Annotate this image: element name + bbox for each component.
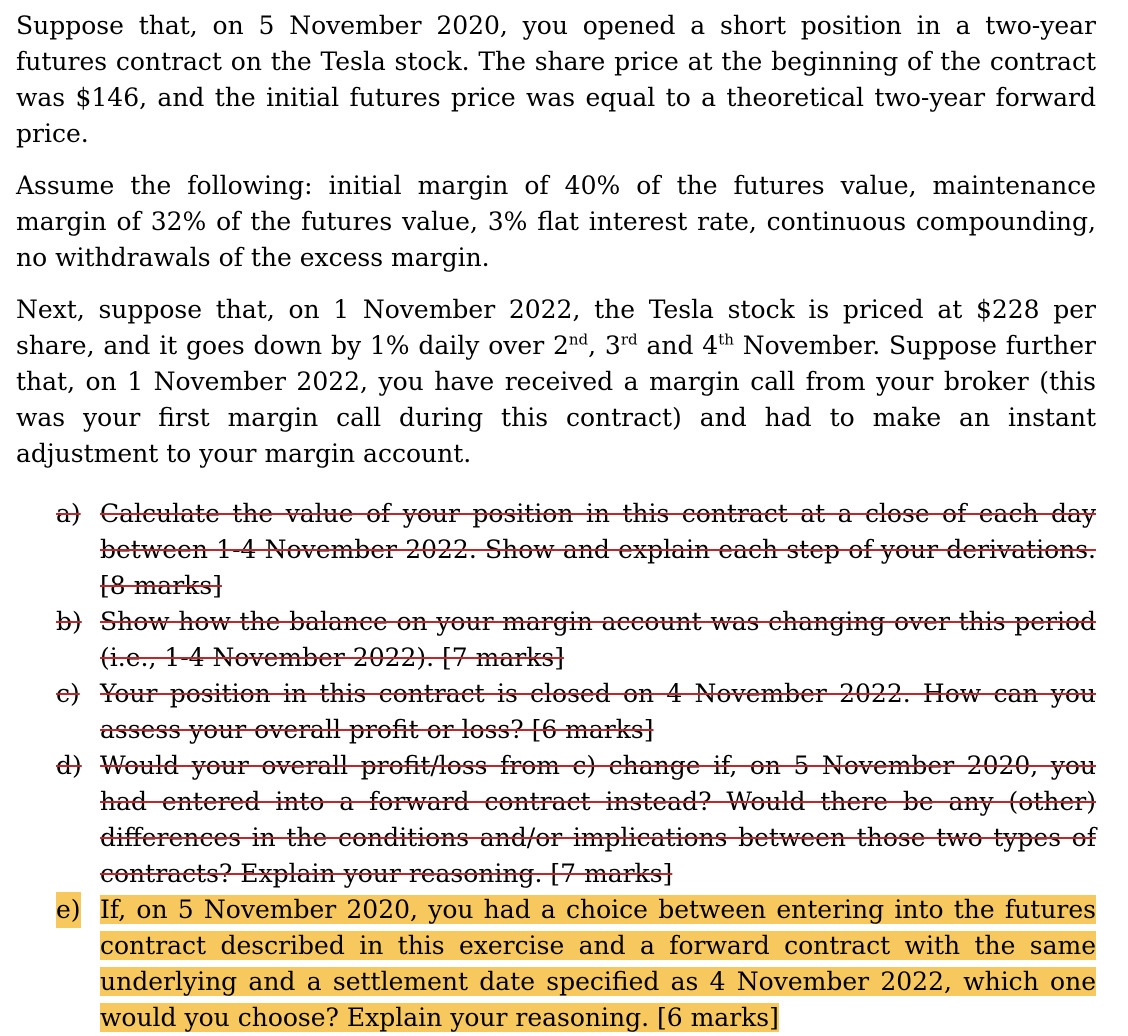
question-label: b): [56, 607, 82, 636]
question-text: Show how the balance on your margin account was changing over this period (i.e., 1-4 November 2022). [7 marks]: [100, 607, 1096, 672]
question-c: [16, 676, 1096, 748]
p3-text-b: , 3: [588, 331, 621, 360]
p3-text-c: and 4: [637, 331, 719, 360]
ordinal-suffix-4th: th: [718, 330, 734, 349]
question-text: Would your overall profit/loss from c) change if, on 5 November 2020, you had entered into a forward contract instead? Would there be any (other) differences in the conditions and/or implications between those two types of contracts? Explain your reasoning. [7 marks]: [100, 751, 1096, 888]
intro-paragraph-2: Assume the following: initial margin of 40% of the futures value, maintenance margin of 32% of the futures value, 3% flat interest rate, continuous compounding, no withdrawals of the excess margin.: [16, 171, 1096, 272]
question-text: If, on 5 November 2020, you had a choice between entering into the futures contract described in this exercise and a forward contract with the same underlying and a settlement date specified as 4 November 2022, which one would you choose? Explain your reasoning. [6 marks]: [100, 895, 1096, 1032]
p3-text-a: Next, suppose that, on 1 November 2022, the Tesla stock is priced at $228 per share, and it goes down by 1% daily over 2: [16, 295, 1096, 360]
question-label: c): [56, 679, 80, 708]
question-text: Your position in this contract is closed on 4 November 2022. How can you assess your overall profit or loss? [6 marks]: [100, 679, 1096, 744]
question-e: [16, 892, 1096, 1036]
p3-text-d: November. Suppose further that, on 1 November 2022, you have received a margin call from your broker (this was your first margin call during this contract) and had to make an instant adjustment to your margin account.: [16, 331, 1096, 468]
intro-paragraph-1: Suppose that, on 5 November 2020, you opened a short position in a two-year futures contract on the Tesla stock. The share price at the beginning of the contract was $146, and the initial futures price was equal to a theoretical two-year forward price.: [16, 11, 1096, 148]
question-label: a): [56, 499, 81, 528]
question-label: e): [56, 892, 81, 928]
question-d: [16, 748, 1096, 892]
ordinal-suffix-3rd: rd: [620, 330, 638, 349]
question-a: [16, 496, 1096, 604]
question-label: d): [56, 751, 82, 780]
ordinal-suffix-2nd: nd: [568, 330, 589, 349]
question-text: Calculate the value of your position in this contract at a close of each day between 1-4 November 2022. Show and explain each step of your derivations. [8 marks]: [100, 499, 1096, 600]
question-b: [16, 604, 1096, 676]
question-list: [16, 496, 1096, 1036]
intro-paragraph-3: [16, 292, 1096, 472]
